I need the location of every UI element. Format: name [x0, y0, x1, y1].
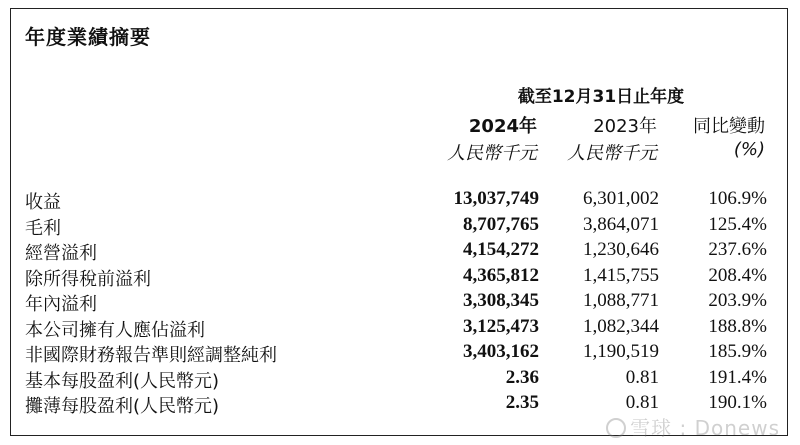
value-2023: 1,190,519 [583, 341, 659, 362]
row-label: 非國際財務報告準則經調整純利 [25, 345, 277, 366]
value-2023: 1,230,646 [583, 239, 659, 260]
table-body [11, 188, 789, 418]
value-2024: 4,154,272 [463, 239, 539, 260]
value-change: 208.4% [708, 264, 767, 286]
value-2023: 1,088,771 [583, 290, 659, 311]
value-2024: 2.35 [505, 392, 539, 413]
value-change: 185.9% [708, 341, 767, 362]
row-label: 除所得稅前溢利 [25, 268, 151, 290]
column-unit-2024: 人民幣千元 [447, 143, 537, 164]
row-label: 基本每股盈利(人民幣元) [25, 370, 220, 392]
value-change: 190.1% [708, 392, 767, 413]
summary-table-frame [10, 8, 788, 436]
value-2024: 8,707,765 [463, 213, 539, 235]
value-2023: 1,082,344 [583, 315, 659, 337]
table-row [11, 392, 789, 418]
value-2023: 0.81 [625, 366, 659, 388]
column-unit-change: (%) [733, 139, 765, 160]
column-header-2024: 2024年 [468, 116, 537, 137]
row-label: 毛利 [25, 217, 61, 239]
value-2024: 3,403,162 [463, 341, 539, 362]
row-label: 攤薄每股盈利(人民幣元) [25, 396, 220, 417]
row-label: 本公司擁有人應佔溢利 [25, 319, 205, 341]
table-title: 年度業績摘要 [25, 25, 151, 49]
value-2023: 0.81 [625, 392, 659, 413]
value-change: 191.4% [708, 366, 767, 388]
value-2024: 3,125,473 [463, 315, 539, 337]
value-2023: 3,864,071 [583, 213, 659, 235]
table-row [11, 367, 789, 393]
value-2024: 13,037,749 [453, 188, 539, 209]
watermark-text: 雪球 : Donews [630, 416, 780, 440]
row-label: 經營溢利 [25, 243, 97, 264]
table-row [11, 214, 789, 240]
table-row [11, 316, 789, 342]
value-2023: 6,301,002 [583, 188, 659, 209]
table-row [11, 290, 789, 316]
row-label: 收益 [25, 192, 61, 213]
value-2024: 3,308,345 [463, 290, 539, 311]
column-unit-2023: 人民幣千元 [567, 143, 657, 164]
value-change: 106.9% [708, 188, 767, 209]
table-row [11, 341, 789, 367]
table-row [11, 265, 789, 291]
column-header-change: 同比變動 [693, 116, 765, 137]
value-2024: 2.36 [505, 366, 539, 388]
column-header-2023: 2023年 [593, 116, 657, 137]
value-2023: 1,415,755 [583, 264, 659, 286]
table-row [11, 239, 789, 265]
period-header: 截至12月31日止年度 [517, 87, 685, 107]
table-row [11, 188, 789, 214]
value-change: 203.9% [708, 290, 767, 311]
value-2024: 4,365,812 [463, 264, 539, 286]
value-change: 237.6% [708, 239, 767, 260]
row-label: 年內溢利 [25, 294, 97, 315]
value-change: 188.8% [708, 315, 767, 337]
value-change: 125.4% [708, 213, 767, 235]
